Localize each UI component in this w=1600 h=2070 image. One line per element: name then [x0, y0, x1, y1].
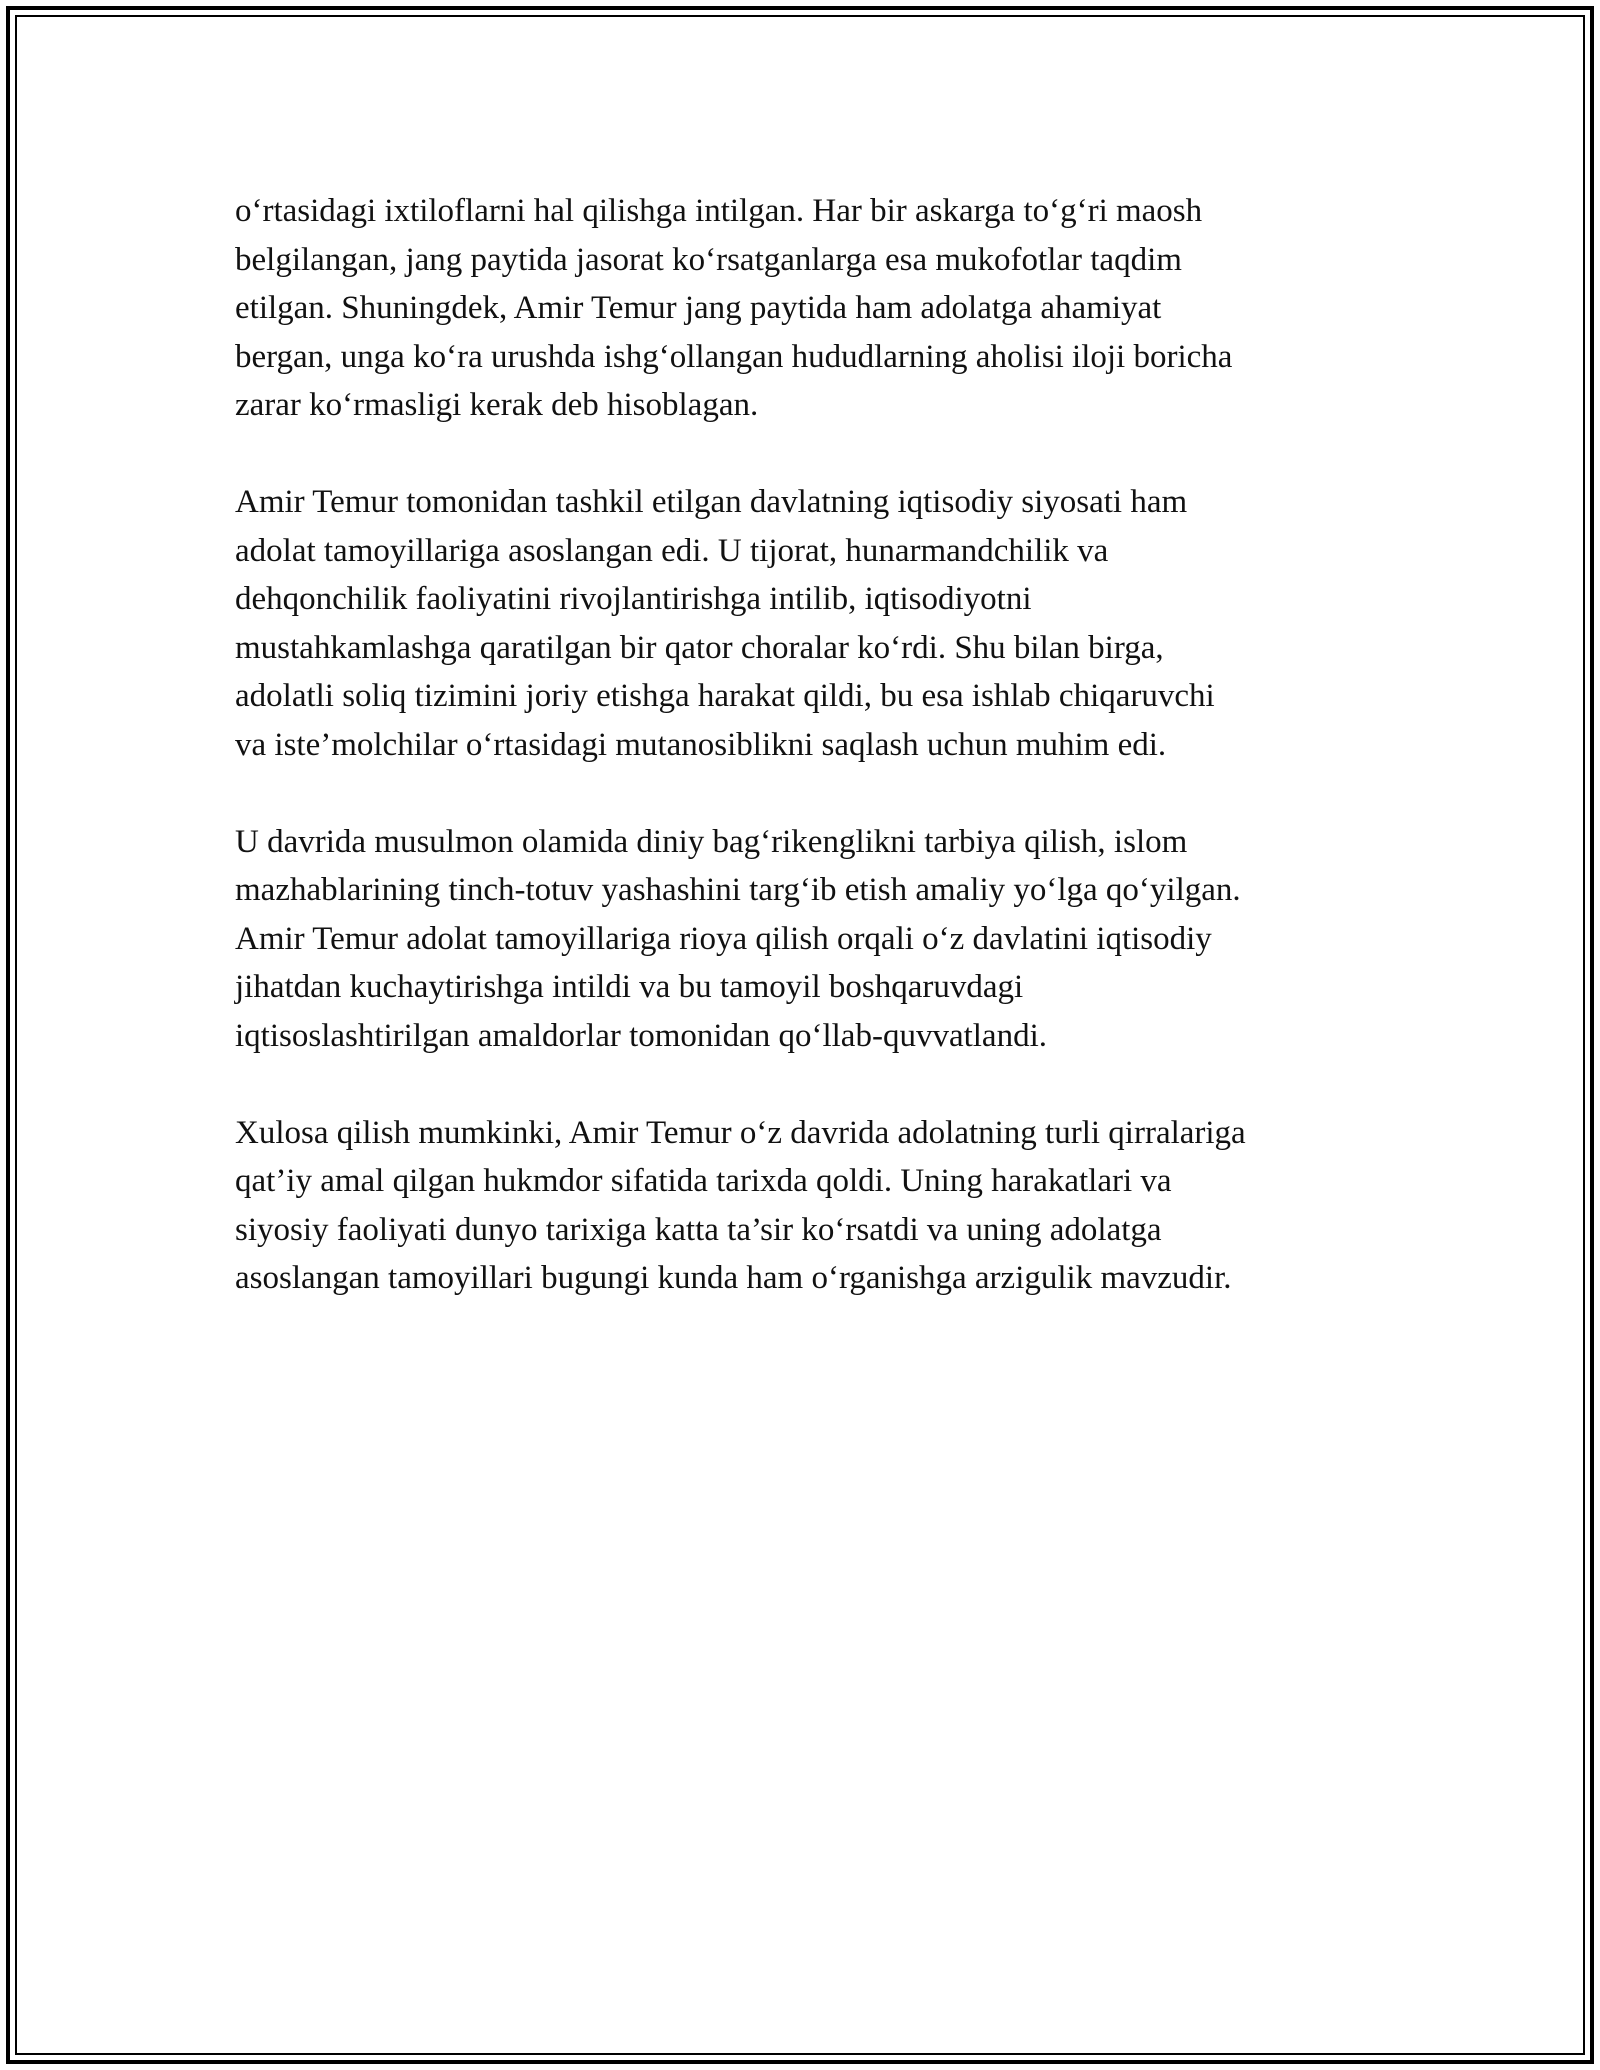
text-line: siyosiy faoliyati dunyo tarixiga katta ta’sir ko‘rsatdi va uning adolatga: [235, 1211, 1162, 1248]
paragraph-3: [235, 818, 1385, 1061]
text-line: Xulosa qilish mumkinki, Amir Temur o‘z davrida adolatning turli qirralariga: [235, 1114, 1246, 1151]
text-line: dehqonchilik faoliyatini rivojlantirishga intilib, iqtisodiyotni: [235, 581, 1032, 617]
paragraph-4: [235, 1109, 1385, 1303]
text-line: va iste’molchilar o‘rtasidagi mutanosiblikni saqlash uchun muhim edi.: [235, 726, 1167, 763]
text-line: etilgan. Shuningdek, Amir Temur jang paytida ham adolatga ahamiyat: [235, 290, 1162, 326]
text-line: bergan, unga ko‘ra urushda ishg‘ollangan hududlarning aholisi iloji boricha: [235, 338, 1233, 375]
paragraph-1: [235, 187, 1385, 430]
text-line: mustahkamlashga qaratilgan bir qator choralar ko‘rdi. Shu bilan birga,: [235, 629, 1164, 666]
text-line: zarar ko‘rmasligi kerak deb hisoblagan.: [235, 387, 759, 423]
text-line: mazhablarining tinch-totuv yashashini targ‘ib etish amaliy yo‘lga qo‘yilgan.: [235, 872, 1241, 908]
text-line: adolat tamoyillariga asoslangan edi. U tijorat, hunarmandchilik va: [235, 532, 1109, 569]
document-body: [235, 187, 1385, 1303]
paragraph-2: [235, 478, 1385, 769]
text-line: qat’iy amal qilgan hukmdor sifatida tarixda qoldi. Uning harakatlari va: [235, 1163, 1172, 1199]
text-line: Amir Temur tomonidan tashkil etilgan davlatning iqtisodiy siyosati ham: [235, 484, 1188, 520]
text-line: U davrida musulmon olamida diniy bag‘rikenglikni tarbiya qilish, islom: [235, 823, 1188, 860]
text-line: o‘rtasidagi ixtiloflarni hal qilishga intilgan. Har bir askarga to‘g‘ri maosh: [235, 193, 1203, 229]
text-line: jihatdan kuchaytirishga intildi va bu tamoyil boshqaruvdagi: [235, 969, 1024, 1005]
text-line: asoslangan tamoyillari bugungi kunda ham o‘rganishga arzigulik mavzudir.: [235, 1260, 1232, 1296]
text-line: belgilangan, jang paytida jasorat ko‘rsatganlarga esa mukofotlar taqdim: [235, 241, 1182, 278]
text-line: adolatli soliq tizimini joriy etishga harakat qildi, bu esa ishlab chiqaruvchi: [235, 678, 1215, 714]
text-line: iqtisoslashtirilgan amaldorlar tomonidan qo‘llab-quvvatlandi.: [235, 1017, 1047, 1054]
text-line: Amir Temur adolat tamoyillariga rioya qilish orqali o‘z davlatini iqtisodiy: [235, 920, 1212, 957]
